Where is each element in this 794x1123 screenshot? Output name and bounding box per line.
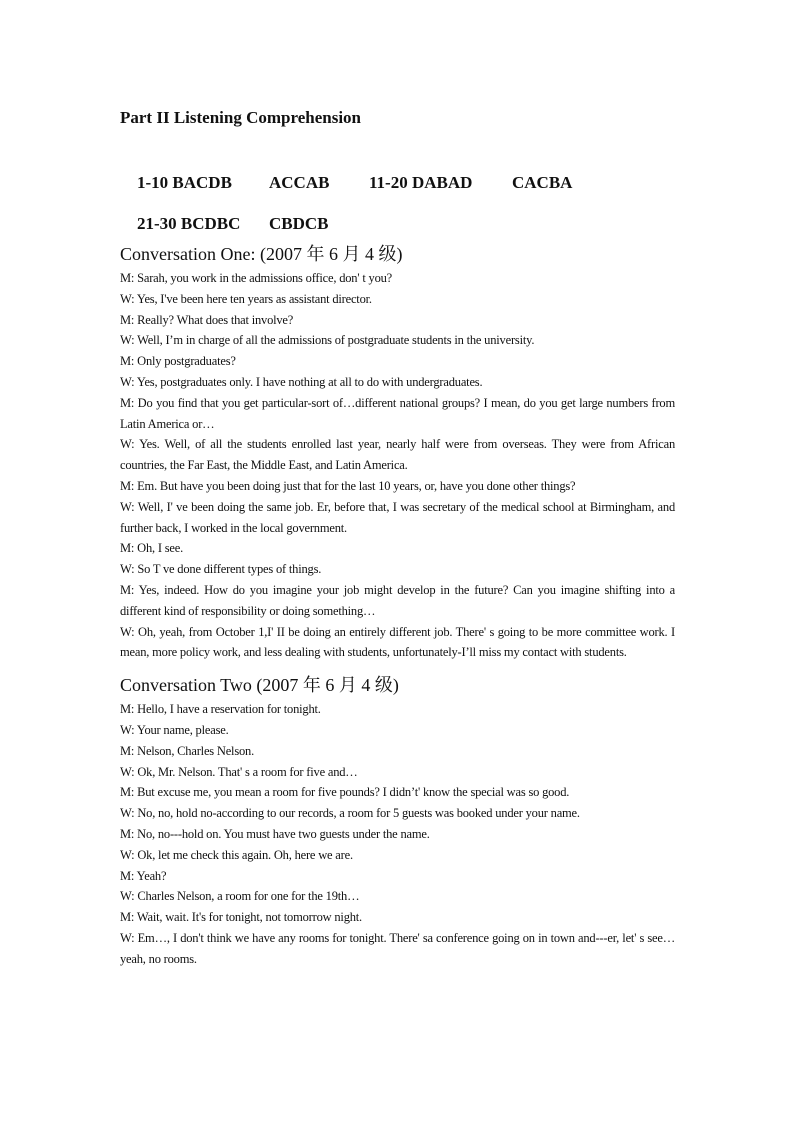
transcript-line: W: Well, I’m in charge of all the admissions of postgraduate students in the university. [120, 333, 535, 348]
transcript-line: M: Oh, I see. [120, 541, 184, 556]
transcript-line: W: Yes. Well, of all the students enrolled last year, nearly half were from overseas. They were from African countries, the Far East, the Middle East, and Latin America. [120, 437, 675, 473]
transcript-line: W: Charles Nelson, a room for one for the 19th… [120, 889, 360, 904]
transcript-line: M: Do you find that you get particular-sort of…different national groups? I mean, do you get large numbers from Latin America or… [120, 395, 675, 431]
transcript-line: W: Yes, I've been here ten years as assistant director. [120, 291, 372, 306]
answer-group-1-10: 1-10 BACDB [137, 173, 232, 192]
transcript-line: M: Em. But have you been doing just that for the last 10 years, or, have you done other things? [120, 478, 576, 493]
transcript-line: W: Your name, please. [120, 722, 229, 737]
transcript-line: M: No, no---hold on. You must have two guests under the name. [120, 826, 430, 841]
transcript-line: W: Ok, Mr. Nelson. That' s a room for five and… [120, 764, 358, 779]
transcript-line: M: Only postgraduates? [120, 354, 236, 369]
transcript-line: W: No, no, hold no-according to our records, a room for 5 guests was booked under your name. [120, 806, 580, 821]
part-heading: Part II Listening Comprehension [120, 108, 362, 127]
transcript-line: W: Yes, postgraduates only. I have nothing at all to do with undergraduates. [120, 374, 483, 389]
conversation-two-transcript [120, 699, 675, 969]
transcript-line: W: So T ve done different types of things. [120, 562, 322, 577]
answer-group-21-30: 21-30 BCDBC [137, 214, 241, 233]
conversation-two-title: Conversation Two (2007 年 6 月 4 级) [120, 675, 399, 696]
conversation-one-transcript [120, 268, 675, 663]
transcript-line: M: Sarah, you work in the admissions office, don' t you? [120, 271, 393, 285]
transcript-line: M: Nelson, Charles Nelson. [120, 743, 255, 758]
answer-group-21-30-b: CBDCB [269, 214, 329, 233]
answer-group-1-10-b: ACCAB [269, 173, 330, 192]
transcript-line: W: Well, I' ve been doing the same job. Er, before that, I was secretary of the medical school at Birmingham, and further back, I worked in the local government. [120, 499, 675, 535]
transcript-line: M: Wait, wait. It's for tonight, not tomorrow night. [120, 910, 362, 925]
transcript-line: M: Really? What does that involve? [120, 312, 294, 327]
transcript-line: M: Hello, I have a reservation for tonight. [120, 702, 321, 717]
document-page [120, 106, 675, 970]
conversation-one-title: Conversation One: (2007 年 6 月 4 级) [120, 244, 403, 264]
transcript-line: W: Ok, let me check this again. Oh, here we are. [120, 847, 353, 862]
transcript-line: W: Oh, yeah, from October 1,I' II be doing an entirely different job. There' s going to be more committee work. I mean, more policy work, and less dealing with students, unfortunately-I’ll miss my contact with students. [120, 624, 675, 660]
transcript-line: M: But excuse me, you mean a room for five pounds? I didn’t' know the special was so good. [120, 785, 570, 800]
answer-key-line-1 [120, 147, 675, 192]
transcript-line: W: Em…, I don't think we have any rooms for tonight. There' sa conference going on in town and---er, let' s see…yeah, no rooms. [120, 930, 675, 966]
transcript-line: M: Yeah? [120, 868, 167, 883]
answer-group-11-20: 11-20 DABAD [369, 173, 473, 192]
answer-group-11-20-b: CACBA [512, 173, 573, 192]
transcript-line: M: Yes, indeed. How do you imagine your job might develop in the future? Can you imagine shifting into a different kind of responsibility or doing something… [120, 582, 675, 618]
